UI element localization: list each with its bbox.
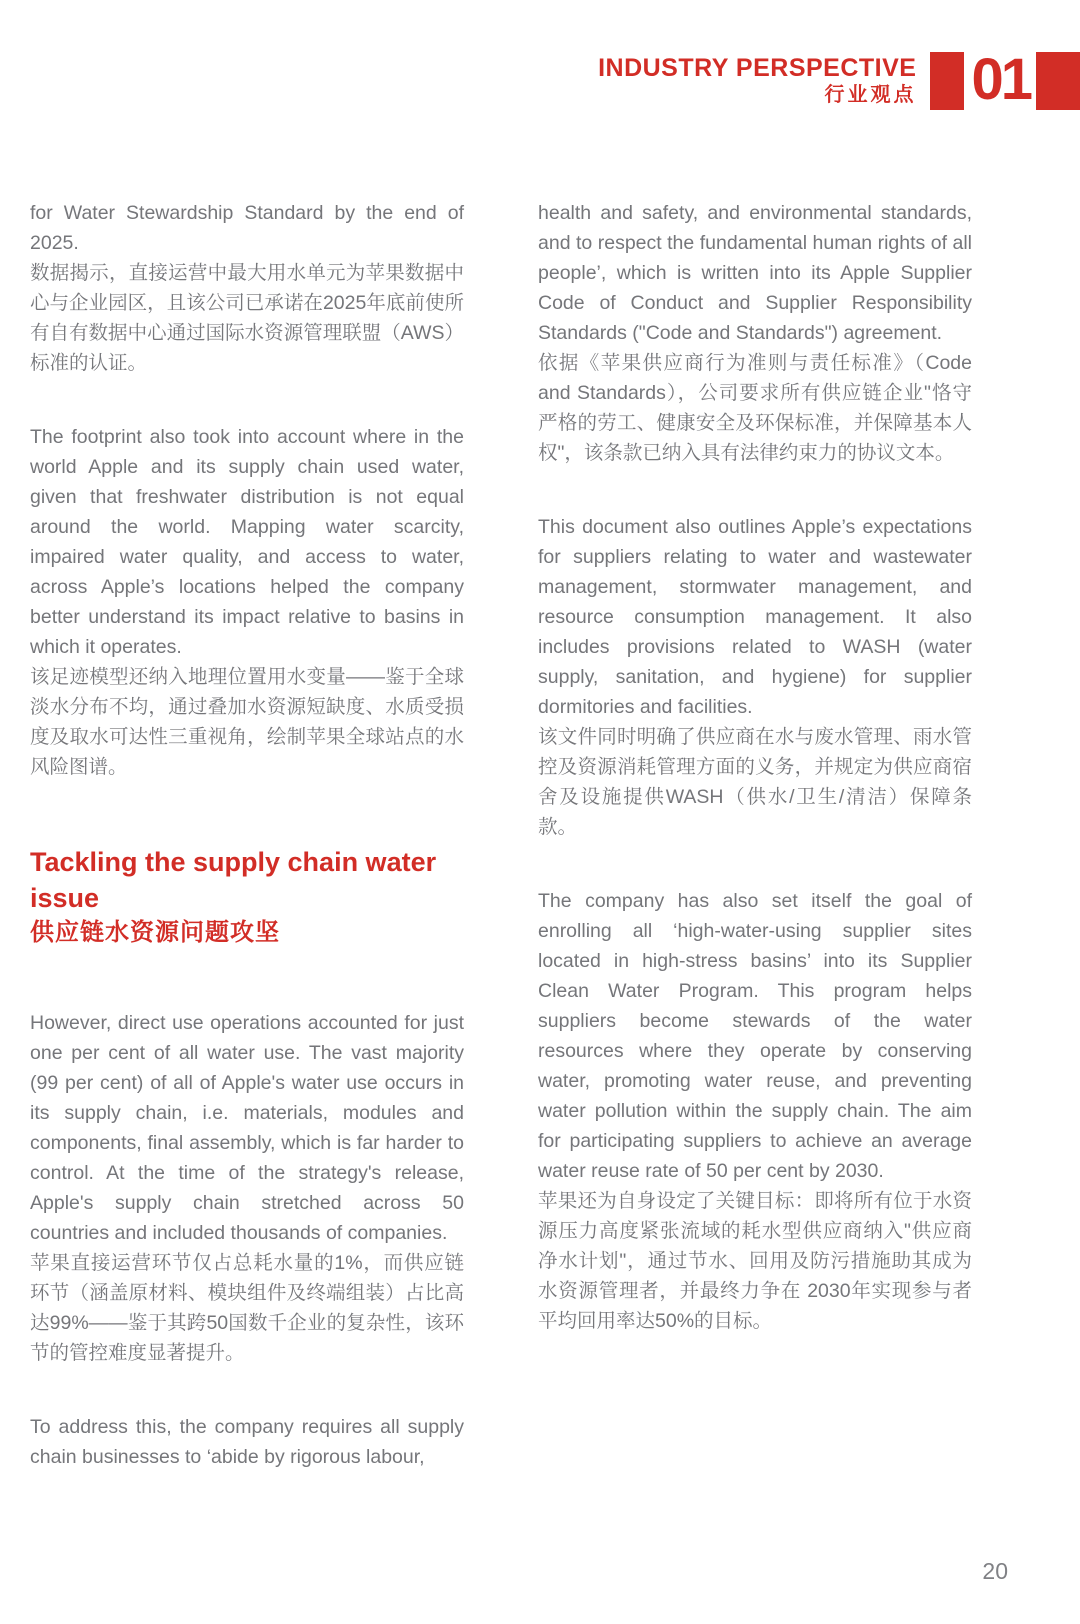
paragraph-text-en: However, direct use operations accounted for just one per cent of all water use. The vast majority (99 per cent) of all of Apple's water use occurs in its supply chain, i.e. materials, modules and components, final assembly, which is far harder to control. At the time of the strategy's release, Apple's supply chain stretched across 50 countries and included thousands of companies. [30, 1012, 464, 1244]
section-heading-en: Tackling the supply chain water issue [30, 847, 437, 913]
section-number-graphic [930, 47, 1080, 112]
header-title-zh: 行业观点 [824, 84, 917, 106]
paragraph [30, 1008, 464, 1368]
paragraph-text-en: health and safety, and environmental standards, and to respect the fundamental human rights of all people’, which is written into its Apple Supplier Code of Conduct and Supplier Responsibility Standards ("Code and Standards") agreement. [538, 202, 972, 344]
paragraph [30, 422, 464, 782]
paragraph-text-zh: 依据《苹果供应商行为准则与责任标准》（Code and Standards），公司要求所有供应链企业"恪守严格的劳工、健康安全及环保标准，并保障基本人权"，该条款已纳入具有法律约束力的协议文本。 [538, 352, 972, 464]
paragraph-text-en: To address this, the company requires all supply chain businesses to ‘abide by rigorous labour, [30, 1416, 464, 1468]
header-title-en: INDUSTRY PERSPECTIVE [598, 54, 917, 82]
red-block-left [930, 52, 964, 110]
paragraph-text-en: for Water Stewardship Standard by the end of 2025. [30, 202, 464, 254]
paragraph-text-zh: 该文件同时明确了供应商在水与废水管理、雨水管控及资源消耗管理方面的义务，并规定为供应商宿舍及设施提供WASH（供水/卫生/清洁）保障条款。 [538, 726, 972, 838]
section-heading [30, 844, 464, 950]
section-heading-zh: 供应链水资源问题攻坚 [30, 919, 280, 946]
paragraph [538, 886, 972, 1336]
section-number: 01 [971, 47, 1030, 112]
paragraph-text-zh: 数据揭示，直接运营中最大用水单元为苹果数据中心与企业园区，且该公司已承诺在2025年底前使所有自有数据中心通过国际水资源管理联盟（AWS）标准的认证。 [30, 262, 464, 374]
red-block-right [1036, 52, 1080, 110]
left-column [30, 198, 464, 1516]
paragraph [30, 1412, 464, 1472]
paragraph-text-zh: 苹果直接运营环节仅占总耗水量的1%，而供应链环节（涵盖原材料、模块组件及终端组装）占比高达99%——鉴于其跨50国数千企业的复杂性，该环节的管控难度显著提升。 [30, 1252, 464, 1364]
page-number: 20 [982, 1558, 1008, 1584]
page-header [598, 47, 1080, 112]
paragraph-text-zh: 该足迹模型还纳入地理位置用水变量——鉴于全球淡水分布不均，通过叠加水资源短缺度、水质受损度及取水可达性三重视角，绘制苹果全球站点的水风险图谱。 [30, 666, 464, 778]
paragraph [30, 198, 464, 378]
paragraph [538, 198, 972, 468]
paragraph-text-en: The footprint also took into account where in the world Apple and its supply chain used water, given that freshwater distribution is not equal around the world. Mapping water scarcity, impaired water quality, and access to water, across Apple’s locations helped the company better understand its impact relative to basins in which it operates. [30, 426, 464, 658]
right-column [538, 198, 972, 1380]
paragraph [538, 512, 972, 842]
paragraph-text-en: This document also outlines Apple’s expectations for suppliers relating to water and wastewater management, stormwater management, and resource consumption management. It also includes provisions related to WASH (water supply, sanitation, and hygiene) for supplier dormitories and facilities. [538, 516, 972, 718]
paragraph-text-zh: 苹果还为自身设定了关键目标：即将所有位于水资源压力高度紧张流域的耗水型供应商纳入"供应商净水计划"，通过节水、回用及防污措施助其成为水资源管理者，并最终力争在 2030年实现参与者平均回用率达50%的目标。 [538, 1190, 972, 1332]
header-titles [598, 54, 916, 108]
paragraph-text-en: The company has also set itself the goal of enrolling all ‘high-water-using supplier sites located in high-stress basins’ into its Supplier Clean Water Program. This program helps suppliers become stewards of the water resources where they operate by conserving water, promoting water reuse, and preventing water pollution within the supply chain. The aim for participating suppliers to achieve an average water reuse rate of 50 per cent by 2030. [538, 890, 972, 1182]
